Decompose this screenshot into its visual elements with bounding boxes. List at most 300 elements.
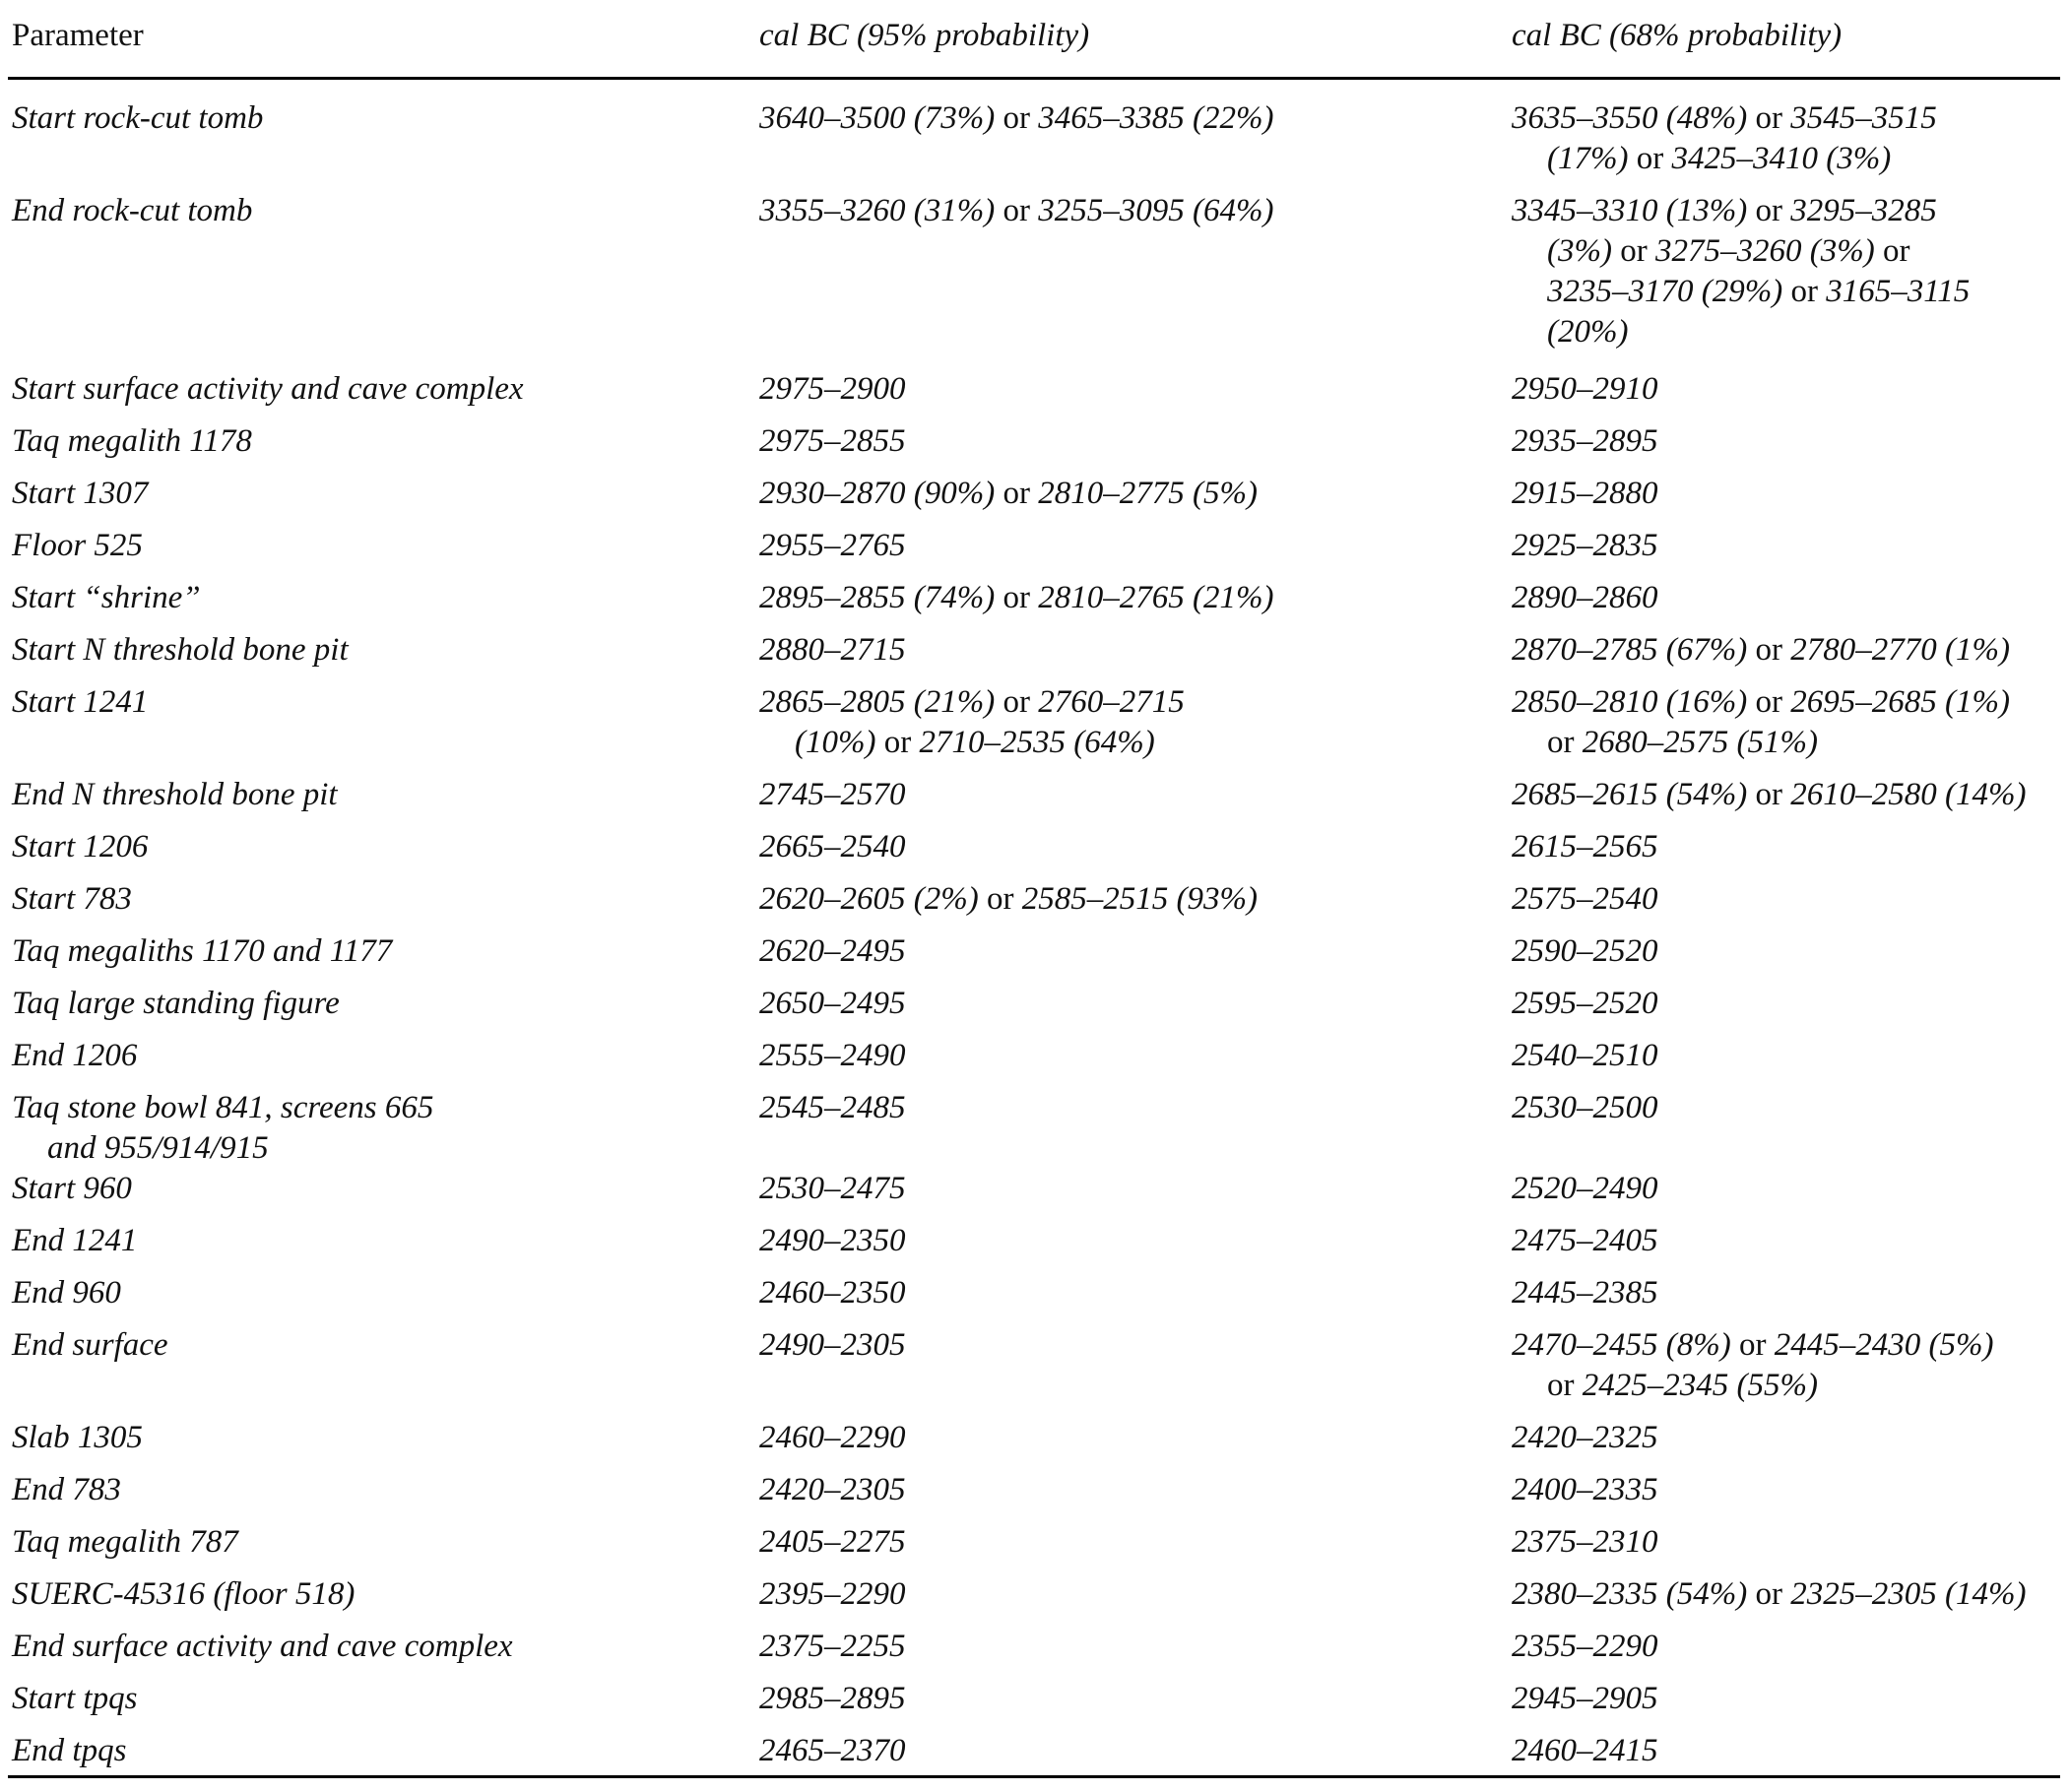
cell-line — [12, 984, 340, 1024]
or-connector: or — [875, 725, 920, 760]
prob68-cell — [1512, 421, 1658, 462]
date-range: 2595–2520 — [1512, 986, 1658, 1021]
parameter-cell — [12, 1273, 121, 1313]
prob68-cell — [1512, 630, 2010, 671]
date-range: 2425–2345 (55%) — [1582, 1368, 1818, 1403]
prob68-cell — [1512, 682, 2010, 763]
prob95-cell — [759, 1522, 906, 1563]
cell-line — [12, 526, 143, 566]
parameter-text: End 960 — [12, 1275, 121, 1311]
date-range: 2375–2255 — [759, 1629, 906, 1664]
cell-line — [12, 1325, 168, 1366]
parameter-cell — [12, 369, 524, 410]
prob68-cell — [1512, 879, 1658, 920]
cell-line — [759, 827, 906, 867]
date-range: 2915–2880 — [1512, 476, 1658, 511]
cell-line — [759, 191, 1273, 231]
date-range: 2490–2350 — [759, 1223, 906, 1258]
prob68-cell — [1512, 1273, 1658, 1313]
date-range: 2935–2895 — [1512, 423, 1658, 459]
parameter-cell — [12, 526, 143, 566]
parameter-cell — [12, 474, 148, 514]
cell-line — [12, 1731, 126, 1771]
parameter-cell — [12, 1036, 137, 1076]
date-range: 2405–2275 — [759, 1524, 906, 1560]
cell-line — [12, 191, 252, 231]
prob68-cell — [1512, 191, 1970, 352]
date-range: 2650–2495 — [759, 986, 906, 1021]
parameter-cell — [12, 827, 148, 867]
date-range: 2460–2290 — [759, 1420, 906, 1455]
cell-line — [759, 474, 1258, 514]
prob68-cell — [1512, 1470, 1658, 1510]
date-range: 2870–2785 (67%) — [1512, 632, 1748, 668]
cell-line — [759, 723, 1185, 763]
prob95-cell — [759, 474, 1258, 514]
or-connector: or — [1874, 233, 1910, 269]
parameter-cell — [12, 421, 252, 462]
cell-line — [12, 1088, 433, 1128]
date-range: 3465–3385 (22%) — [1038, 100, 1274, 136]
parameter-text: Floor 525 — [12, 528, 143, 563]
date-range: 2460–2350 — [759, 1275, 906, 1311]
date-range: 2760–2715 — [1038, 684, 1185, 720]
date-range: 2810–2765 (21%) — [1038, 580, 1274, 615]
or-connector: or — [1547, 725, 1583, 760]
cell-line — [1512, 139, 1937, 179]
date-range: 2615–2565 — [1512, 829, 1658, 864]
cell-line — [759, 630, 906, 671]
prob95-cell — [759, 1731, 906, 1771]
date-range: (10%) — [795, 725, 876, 760]
parameter-cell — [12, 1731, 126, 1771]
or-connector: or — [1628, 141, 1672, 176]
parameter-cell — [12, 1169, 132, 1209]
parameter-cell — [12, 1088, 433, 1169]
parameter-cell — [12, 191, 252, 231]
cell-line — [1512, 312, 1970, 352]
cell-line — [1512, 526, 1658, 566]
cell-line — [759, 879, 1258, 920]
date-range: 2545–2485 — [759, 1090, 906, 1125]
cell-line — [12, 474, 148, 514]
parameter-text: End rock-cut tomb — [12, 193, 253, 228]
prob95-cell — [759, 421, 906, 462]
date-range: 3165–3115 — [1826, 274, 1971, 309]
or-connector: or — [1747, 100, 1791, 136]
parameter-cell — [12, 1522, 238, 1563]
parameter-text: Start 783 — [12, 881, 132, 917]
date-range: 2530–2500 — [1512, 1090, 1658, 1125]
cell-line — [759, 1522, 906, 1563]
parameter-text: and 955/914/915 — [47, 1130, 269, 1166]
prob95-cell — [759, 98, 1273, 139]
cell-line — [1512, 682, 2010, 723]
date-range: 2475–2405 — [1512, 1223, 1658, 1258]
cell-line — [1512, 578, 1658, 618]
date-range: 2375–2310 — [1512, 1524, 1658, 1560]
parameter-text: Taq megalith 787 — [12, 1524, 238, 1560]
date-range: 2585–2515 (93%) — [1021, 881, 1258, 917]
or-connector: or — [1747, 193, 1791, 228]
bottom-rule — [8, 1775, 2060, 1778]
date-range: 2590–2520 — [1512, 933, 1658, 969]
prob68-cell — [1512, 931, 1658, 972]
date-range: 2575–2540 — [1512, 881, 1658, 917]
parameter-text: Start tpqs — [12, 1681, 138, 1716]
cell-line — [12, 1418, 143, 1458]
date-range: 3635–3550 (48%) — [1512, 100, 1748, 136]
prob95-cell — [759, 1325, 906, 1366]
date-range: 2490–2305 — [759, 1327, 906, 1363]
date-range: 2975–2855 — [759, 423, 906, 459]
date-range: 2555–2490 — [759, 1038, 906, 1073]
cell-line — [1512, 1325, 1993, 1366]
parameter-text: Taq megalith 1178 — [12, 423, 252, 459]
date-range: 3355–3260 (31%) — [759, 193, 996, 228]
cell-line — [1512, 1470, 1658, 1510]
prob95-cell — [759, 1418, 906, 1458]
cell-line — [759, 1221, 906, 1261]
cell-line — [759, 1418, 906, 1458]
cell-line — [759, 1169, 906, 1209]
or-connector: or — [995, 193, 1039, 228]
date-range: 2520–2490 — [1512, 1171, 1658, 1206]
prob95-cell — [759, 526, 906, 566]
cell-line — [1512, 1273, 1658, 1313]
date-range: 2710–2535 (64%) — [919, 725, 1155, 760]
parameter-text: End tpqs — [12, 1733, 127, 1768]
parameter-text: End surface — [12, 1327, 168, 1363]
date-range: 2890–2860 — [1512, 580, 1658, 615]
cell-line — [1512, 1036, 1658, 1076]
cell-line — [12, 1036, 137, 1076]
parameter-cell — [12, 1221, 137, 1261]
parameter-cell — [12, 1679, 137, 1719]
date-range: 2620–2605 (2%) — [759, 881, 979, 917]
prob95-cell — [759, 1036, 906, 1076]
cell-line — [759, 1574, 906, 1615]
cell-line — [759, 775, 906, 815]
cell-line — [12, 1627, 513, 1667]
date-range: 2955–2765 — [759, 528, 906, 563]
cell-line — [1512, 1088, 1658, 1128]
prob68-cell — [1512, 1036, 1658, 1076]
cell-line — [12, 630, 349, 671]
date-range: 2665–2540 — [759, 829, 906, 864]
prob95-cell — [759, 1574, 906, 1615]
parameter-cell — [12, 578, 201, 618]
date-range: 2400–2335 — [1512, 1472, 1658, 1507]
prob95-cell — [759, 578, 1273, 618]
date-range: 3275–3260 (3%) — [1654, 233, 1875, 269]
cell-line — [12, 1522, 238, 1563]
date-range: 2975–2900 — [759, 371, 906, 407]
parameter-cell — [12, 1418, 143, 1458]
cell-line — [1512, 1574, 2026, 1615]
date-range: 2445–2430 (5%) — [1774, 1327, 1994, 1363]
cell-line — [759, 578, 1273, 618]
cell-line — [1512, 191, 1970, 231]
date-range: 2950–2910 — [1512, 371, 1658, 407]
cell-line — [12, 682, 148, 723]
cell-line — [12, 1470, 121, 1510]
cell-line — [1512, 1731, 1658, 1771]
date-range: 3255–3095 (64%) — [1038, 193, 1274, 228]
date-range: 2420–2305 — [759, 1472, 906, 1507]
date-range: 3235–3170 (29%) — [1547, 274, 1783, 309]
or-connector: or — [1747, 684, 1791, 720]
prob95-cell — [759, 1169, 906, 1209]
prob95-cell — [759, 682, 1185, 763]
parameter-text: Start rock-cut tomb — [12, 100, 264, 136]
cell-line — [12, 1574, 355, 1615]
prob68-cell — [1512, 1221, 1658, 1261]
parameter-cell — [12, 1470, 121, 1510]
prob68-cell — [1512, 1627, 1658, 1667]
prob68-cell — [1512, 98, 1937, 179]
parameter-cell — [12, 931, 392, 972]
cell-line — [1512, 1522, 1658, 1563]
cell-line — [1512, 272, 1970, 312]
parameter-text: Slab 1305 — [12, 1420, 143, 1455]
cell-line — [1512, 630, 2010, 671]
cell-line — [759, 1679, 906, 1719]
date-range: 2685–2615 (54%) — [1512, 777, 1748, 812]
or-connector: or — [995, 684, 1039, 720]
parameter-cell — [12, 984, 340, 1024]
prob95-cell — [759, 1470, 906, 1510]
cell-line — [1512, 1679, 1658, 1719]
header-68-probability: cal BC (68% probability) — [1512, 18, 1843, 53]
cell-line — [1512, 931, 1658, 972]
cell-line — [759, 682, 1185, 723]
date-range: 2880–2715 — [759, 632, 906, 668]
cell-line — [1512, 723, 2010, 763]
cell-line — [1512, 984, 1658, 1024]
cell-line — [12, 1273, 121, 1313]
date-range: 3640–3500 (73%) — [759, 100, 996, 136]
or-connector: or — [1747, 1576, 1791, 1612]
cell-line — [12, 775, 338, 815]
cell-line — [759, 98, 1273, 139]
header-parameter: Parameter — [12, 18, 144, 53]
prob95-cell — [759, 191, 1273, 231]
date-range: 2470–2455 (8%) — [1512, 1327, 1731, 1363]
parameter-text: Taq stone bowl 841, screens 665 — [12, 1090, 434, 1125]
cell-line — [759, 1273, 906, 1313]
date-range: 2380–2335 (54%) — [1512, 1576, 1748, 1612]
cell-line — [759, 984, 906, 1024]
parameter-cell — [12, 1627, 513, 1667]
cell-line — [1512, 1366, 1993, 1406]
or-connector: or — [1747, 777, 1791, 812]
parameter-text: Taq large standing figure — [12, 986, 340, 1021]
or-connector: or — [995, 580, 1039, 615]
prob95-cell — [759, 931, 906, 972]
cell-line — [759, 1325, 906, 1366]
prob95-cell — [759, 775, 906, 815]
cell-line — [1512, 98, 1937, 139]
date-range: 2865–2805 (21%) — [759, 684, 996, 720]
cell-line — [759, 421, 906, 462]
prob68-cell — [1512, 1169, 1658, 1209]
date-range: (17%) — [1547, 141, 1629, 176]
parameter-text: Start surface activity and cave complex — [12, 371, 524, 407]
date-range: 2395–2290 — [759, 1576, 906, 1612]
prob95-cell — [759, 1273, 906, 1313]
cell-line — [759, 1470, 906, 1510]
header-95-probability: cal BC (95% probability) — [759, 18, 1090, 53]
cell-line — [1512, 474, 1658, 514]
date-range: 2540–2510 — [1512, 1038, 1658, 1073]
cell-line — [1512, 421, 1658, 462]
date-range: 2530–2475 — [759, 1171, 906, 1206]
cell-line — [12, 369, 524, 410]
cell-line — [759, 1088, 906, 1128]
cell-line — [12, 98, 263, 139]
date-range: (3%) — [1547, 233, 1612, 269]
cell-line — [12, 1128, 433, 1169]
date-range: 2780–2770 (1%) — [1790, 632, 2010, 668]
date-range: 2895–2855 (74%) — [759, 580, 996, 615]
parameter-text: End 1241 — [12, 1223, 138, 1258]
prob68-cell — [1512, 827, 1658, 867]
prob95-cell — [759, 1221, 906, 1261]
parameter-text: Start N threshold bone pit — [12, 632, 349, 668]
date-range: 3545–3515 — [1790, 100, 1937, 136]
date-range: 2810–2775 (5%) — [1038, 476, 1258, 511]
cell-line — [759, 526, 906, 566]
date-range: 2850–2810 (16%) — [1512, 684, 1748, 720]
parameter-text: End 783 — [12, 1472, 121, 1507]
parameter-cell — [12, 1325, 168, 1366]
date-range: 2355–2290 — [1512, 1629, 1658, 1664]
cell-line — [1512, 827, 1658, 867]
prob95-cell — [759, 630, 906, 671]
or-connector: or — [995, 100, 1039, 136]
prob95-cell — [759, 984, 906, 1024]
cell-line — [1512, 369, 1658, 410]
date-range: 3425–3410 (3%) — [1671, 141, 1892, 176]
or-connector: or — [978, 881, 1022, 917]
date-range: 2695–2685 (1%) — [1790, 684, 2010, 720]
prob68-cell — [1512, 984, 1658, 1024]
or-connector: or — [1747, 632, 1791, 668]
parameter-text: SUERC-45316 (floor 518) — [12, 1576, 356, 1612]
prob68-cell — [1512, 1731, 1658, 1771]
or-connector: or — [1611, 233, 1655, 269]
date-range: 2745–2570 — [759, 777, 906, 812]
prob95-cell — [759, 827, 906, 867]
cell-line — [759, 1036, 906, 1076]
prob95-cell — [759, 1627, 906, 1667]
cell-line — [759, 931, 906, 972]
date-range: 3345–3310 (13%) — [1512, 193, 1748, 228]
date-range: 2925–2835 — [1512, 528, 1658, 563]
parameter-text: Taq megaliths 1170 and 1177 — [12, 933, 393, 969]
date-range: 2620–2495 — [759, 933, 906, 969]
parameter-cell — [12, 775, 338, 815]
prob68-cell — [1512, 1522, 1658, 1563]
date-range: 2460–2415 — [1512, 1733, 1658, 1768]
prob95-cell — [759, 1088, 906, 1128]
or-connector: or — [1730, 1327, 1775, 1363]
parameter-cell — [12, 1574, 355, 1615]
cell-line — [12, 1169, 132, 1209]
date-range: 2420–2325 — [1512, 1420, 1658, 1455]
date-range: 3295–3285 — [1790, 193, 1937, 228]
parameter-text: Start “shrine” — [12, 580, 201, 615]
prob68-cell — [1512, 474, 1658, 514]
date-range: 2930–2870 (90%) — [759, 476, 996, 511]
parameter-text: End surface activity and cave complex — [12, 1629, 513, 1664]
prob68-cell — [1512, 1574, 2026, 1615]
prob95-cell — [759, 1679, 906, 1719]
cell-line — [12, 879, 132, 920]
cell-line — [1512, 1418, 1658, 1458]
cell-line — [1512, 1221, 1658, 1261]
prob68-cell — [1512, 1325, 1993, 1406]
parameter-text: Start 1241 — [12, 684, 149, 720]
date-range: 2945–2905 — [1512, 1681, 1658, 1716]
prob68-cell — [1512, 775, 2026, 815]
cell-line — [12, 1679, 137, 1719]
prob68-cell — [1512, 1418, 1658, 1458]
parameter-cell — [12, 98, 263, 139]
date-range: 2680–2575 (51%) — [1582, 725, 1818, 760]
or-connector: or — [1782, 274, 1827, 309]
parameter-text: Start 1307 — [12, 476, 149, 511]
cell-line — [1512, 231, 1970, 272]
cell-line — [1512, 1627, 1658, 1667]
prob68-cell — [1512, 369, 1658, 410]
cell-line — [1512, 1169, 1658, 1209]
cell-line — [759, 1731, 906, 1771]
parameter-text: End N threshold bone pit — [12, 777, 338, 812]
parameter-text: End 1206 — [12, 1038, 138, 1073]
cell-line — [1512, 879, 1658, 920]
prob95-cell — [759, 879, 1258, 920]
parameter-text: Start 960 — [12, 1171, 132, 1206]
date-range: 2985–2895 — [759, 1681, 906, 1716]
date-range: 2325–2305 (14%) — [1790, 1576, 2027, 1612]
parameter-text: Start 1206 — [12, 829, 149, 864]
prob68-cell — [1512, 578, 1658, 618]
date-range: 2445–2385 — [1512, 1275, 1658, 1311]
cell-line — [759, 1627, 906, 1667]
or-connector: or — [995, 476, 1039, 511]
prob68-cell — [1512, 1679, 1658, 1719]
prob68-cell — [1512, 526, 1658, 566]
or-connector: or — [1547, 1368, 1583, 1403]
cell-line — [12, 1221, 137, 1261]
date-range: 2610–2580 (14%) — [1790, 777, 2027, 812]
cell-line — [12, 421, 252, 462]
cell-line — [759, 369, 906, 410]
cell-line — [12, 578, 201, 618]
parameter-cell — [12, 682, 148, 723]
date-range: 2465–2370 — [759, 1733, 906, 1768]
prob68-cell — [1512, 1088, 1658, 1128]
cell-line — [1512, 775, 2026, 815]
parameter-cell — [12, 630, 349, 671]
cell-line — [12, 931, 392, 972]
parameter-cell — [12, 879, 132, 920]
date-range: (20%) — [1547, 314, 1629, 350]
cell-line — [12, 827, 148, 867]
prob95-cell — [759, 369, 906, 410]
